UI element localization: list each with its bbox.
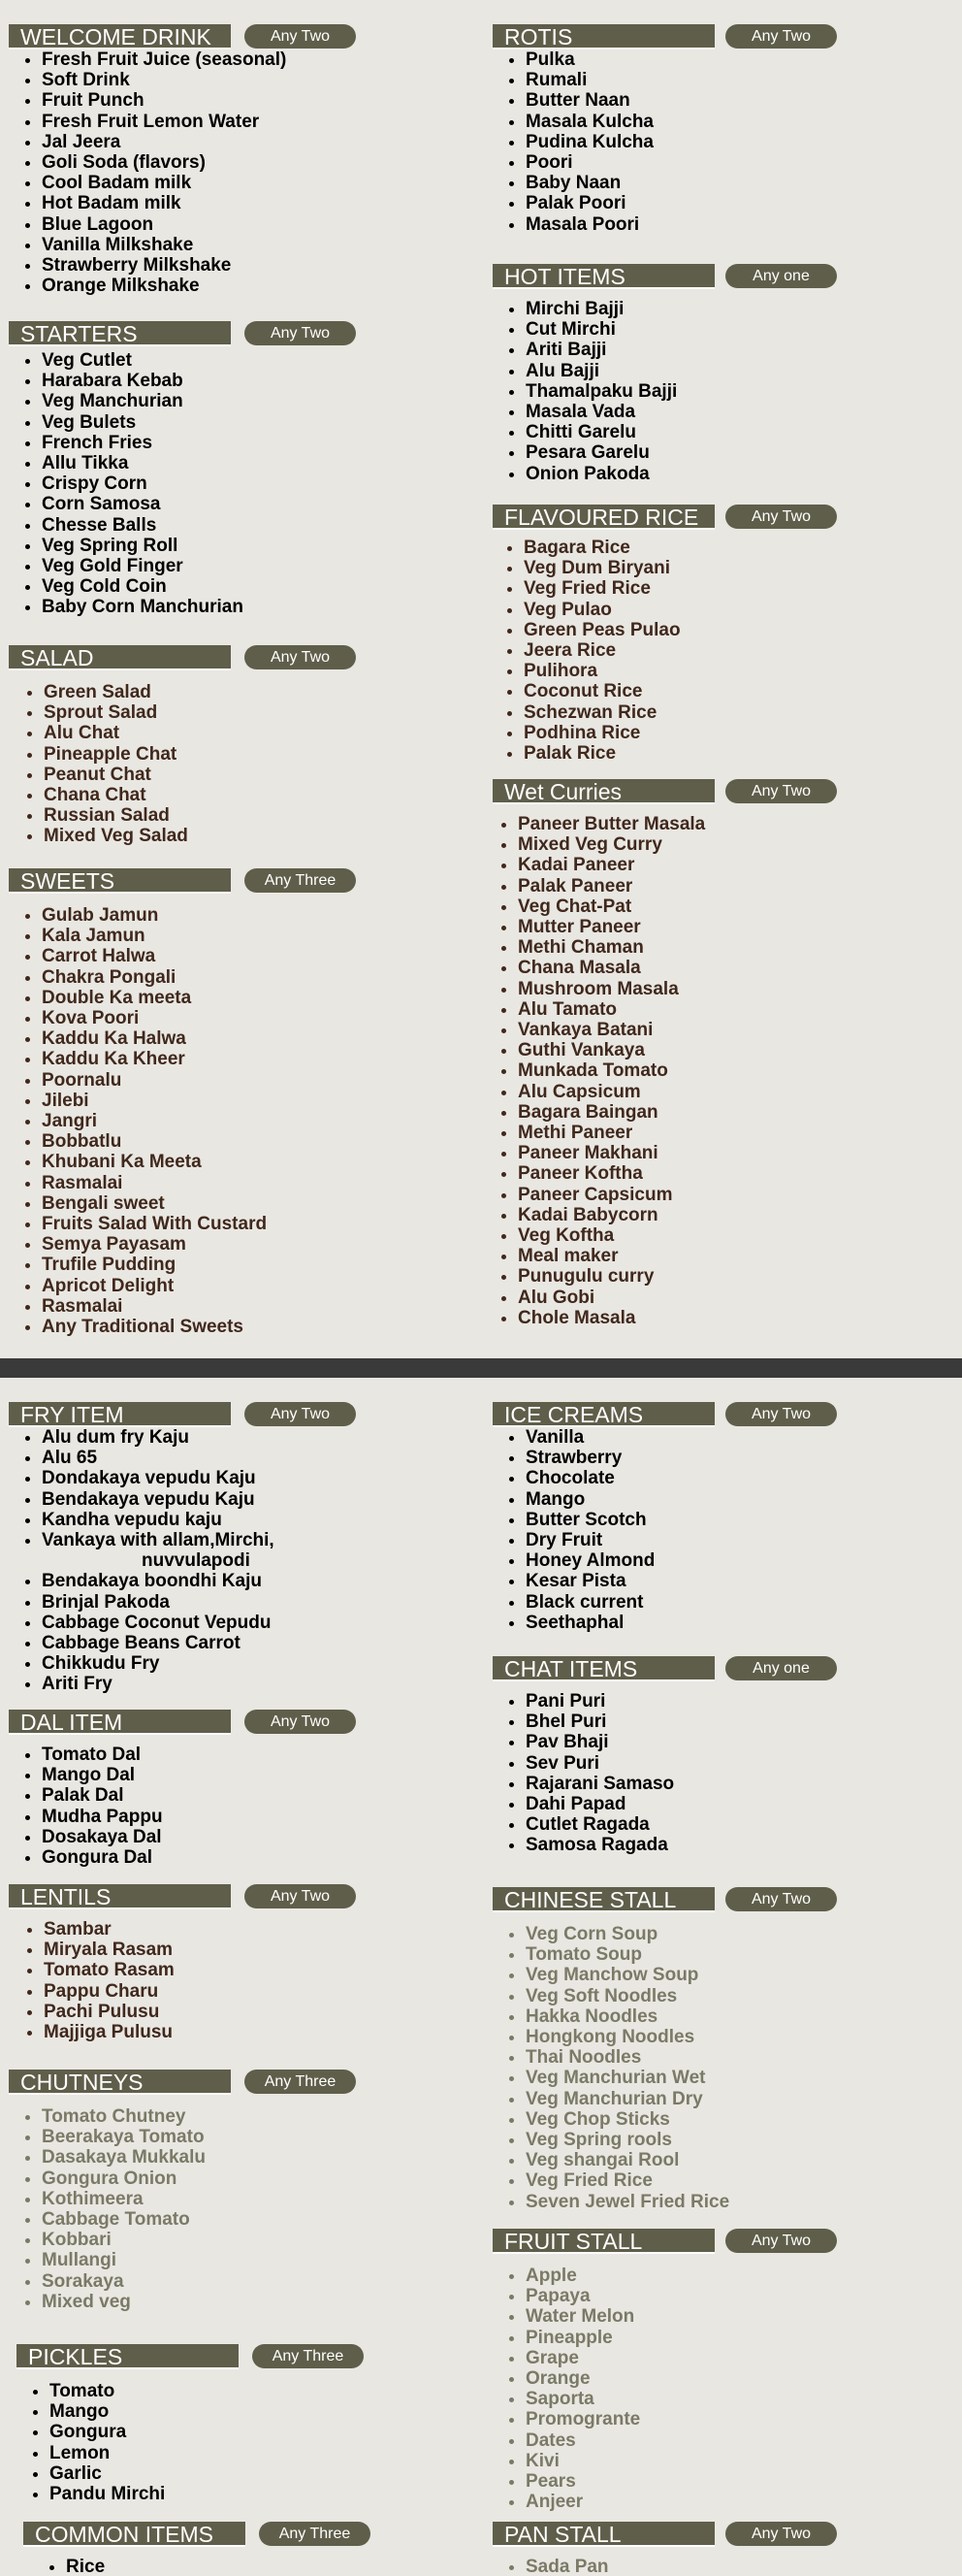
list-item: • Grape — [526, 2348, 842, 2368]
item-list — [9, 1745, 358, 1868]
list-item: • Chana Chat — [44, 785, 358, 805]
section-rotis — [493, 24, 842, 235]
choice-badge: Any Two — [725, 2229, 837, 2253]
list-item: • Bhel Puri — [526, 1712, 842, 1732]
list-item: • Veg Soft Noodles — [526, 1986, 842, 2006]
item-list — [9, 350, 358, 618]
list-item: • Corn Samosa — [42, 494, 358, 514]
list-item: • Brinjal Pakoda — [42, 1592, 358, 1613]
item-list — [493, 49, 842, 235]
list-item: • Veg Manchurian — [42, 391, 358, 411]
list-item: • Pulka — [526, 49, 842, 70]
list-item: • Kaddu Ka Kheer — [42, 1049, 358, 1069]
list-item: • Gulab Jamun — [42, 905, 358, 926]
section-hot-items — [493, 264, 842, 484]
list-item: • Tomato Dal — [42, 1745, 358, 1765]
list-item: • Schezwan Rice — [524, 702, 842, 723]
list-item: • Mixed Veg Curry — [518, 834, 842, 855]
section-flavoured-rice — [493, 505, 842, 764]
section-title: Wet Curries — [493, 779, 715, 804]
list-item: • Samosa Ragada — [526, 1835, 842, 1855]
choice-badge: Any Two — [725, 779, 837, 803]
list-item: • Thai Noodles — [526, 2047, 842, 2068]
list-item: • Semya Payasam — [42, 1234, 358, 1255]
choice-badge: Any Two — [244, 1402, 356, 1426]
section-title: SWEETS — [9, 868, 231, 894]
list-item: • Bobbatlu — [42, 1131, 358, 1152]
list-item: • Lemon — [49, 2443, 366, 2463]
section-title: ICE CREAMS — [493, 1402, 715, 1427]
list-item: • Chitti Garelu — [526, 422, 842, 442]
item-list — [23, 2557, 372, 2576]
section-title: LENTILS — [9, 1884, 231, 1909]
list-item: • Saporta — [526, 2389, 842, 2409]
section-wet-curries — [493, 779, 842, 1328]
item-list — [493, 299, 842, 484]
section-title: CHINESE STALL — [493, 1887, 715, 1912]
item-list — [493, 2557, 842, 2576]
section-chat-items — [493, 1656, 842, 1856]
list-item: • Gongura Dal — [42, 1847, 358, 1868]
list-item: • Kandha vepudu kaju — [42, 1510, 358, 1530]
list-item: • Apple — [526, 2266, 842, 2286]
section-chinese-stall — [493, 1887, 842, 2212]
list-item: • Goli Soda (flavors) — [42, 152, 358, 173]
list-item: • Dates — [526, 2430, 842, 2451]
list-item: • Strawberry Milkshake — [42, 255, 358, 276]
list-item: • Palak Poori — [526, 193, 842, 213]
list-item: • Kothimeera — [42, 2189, 358, 2209]
list-item: • Veg Koftha — [518, 1225, 842, 1246]
list-item: • French Fries — [42, 433, 358, 453]
list-item: • Hongkong Noodles — [526, 2027, 842, 2047]
list-item: • Onion Pakoda — [526, 464, 842, 484]
list-item: • Cabbage Coconut Vepudu — [42, 1613, 358, 1633]
list-item: • Punugulu curry — [518, 1266, 842, 1287]
list-item: • Rice — [66, 2557, 372, 2576]
list-item: • Mango — [49, 2401, 366, 2422]
list-item: • Veg Manchow Soup — [526, 1965, 842, 1985]
list-item: • Allu Tikka — [42, 453, 358, 473]
list-item: • Sorakaya — [42, 2271, 358, 2292]
list-item: • Dry Fruit — [526, 1530, 842, 1550]
list-item: • Tomato Rasam — [44, 1960, 358, 1980]
list-item: • Butter Naan — [526, 90, 842, 111]
item-list — [9, 905, 358, 1337]
list-item: • Bagara Baingan — [518, 1102, 842, 1123]
list-item: • Veg Spring Roll — [42, 536, 358, 556]
list-item: • Munkada Tomato — [518, 1060, 842, 1081]
item-list — [9, 1919, 358, 2042]
section-welcome-drink — [9, 24, 358, 296]
list-item: • Jal Jeera — [42, 132, 358, 152]
section-title: ROTIS — [493, 24, 715, 49]
list-item: • Tomato — [49, 2381, 366, 2401]
choice-badge: Any one — [725, 1656, 837, 1680]
list-item: • Khubani Ka Meeta — [42, 1152, 358, 1172]
section-salad — [9, 645, 358, 847]
list-item: • Cabbage Beans Carrot — [42, 1633, 358, 1653]
list-item: • Pappu Charu — [44, 1981, 358, 2002]
list-item: • Peanut Chat — [44, 765, 358, 785]
section-title: SALAD — [9, 645, 231, 670]
list-item: • Chana Masala — [518, 958, 842, 978]
list-item: • Chole Masala — [518, 1308, 842, 1328]
list-item: • Sprout Salad — [44, 702, 358, 723]
item-list — [493, 538, 842, 764]
list-item: • Veg Cold Coin — [42, 576, 358, 597]
list-item: • Butter Scotch — [526, 1510, 842, 1530]
list-item: • Thamalpaku Bajji — [526, 381, 842, 402]
list-item: • Alu Tamato — [518, 999, 842, 1020]
section-common-items — [23, 2522, 372, 2576]
list-item: • Paneer Koftha — [518, 1163, 842, 1184]
list-item: • Methi Paneer — [518, 1123, 842, 1143]
list-item: • Jangri — [42, 1111, 358, 1131]
list-item: • Papaya — [526, 2286, 842, 2306]
list-item: • Podhina Rice — [524, 723, 842, 743]
choice-badge: Any one — [725, 264, 837, 288]
list-item: • Water Melon — [526, 2306, 842, 2327]
list-item: • Poori — [526, 152, 842, 173]
list-item: • Alu Bajji — [526, 361, 842, 381]
list-item: • Pineapple — [526, 2328, 842, 2348]
item-list — [9, 2106, 358, 2312]
section-title: STARTERS — [9, 321, 231, 346]
section-title: PAN STALL — [493, 2522, 715, 2547]
list-item: • Gongura — [49, 2422, 366, 2442]
list-item: • Jeera Rice — [524, 640, 842, 661]
list-item: • Dasakaya Mukkalu — [42, 2147, 358, 2168]
list-item: • Trufile Pudding — [42, 1255, 358, 1275]
section-lentils — [9, 1884, 358, 2042]
list-item: • Cutlet Ragada — [526, 1814, 842, 1835]
list-item: • Carrot Halwa — [42, 946, 358, 966]
list-item: • Sev Puri — [526, 1753, 842, 1774]
section-title: CHAT ITEMS — [493, 1656, 715, 1681]
list-item: • Cabbage Tomato — [42, 2209, 358, 2230]
list-item: • Baby Corn Manchurian — [42, 597, 358, 617]
list-item: • Kova Poori — [42, 1008, 358, 1028]
item-list — [493, 2266, 842, 2512]
section-pickles — [16, 2344, 366, 2504]
list-item: • Sada Pan — [526, 2557, 842, 2576]
list-item: • Blue Lagoon — [42, 214, 358, 235]
list-item: • Promogrante — [526, 2409, 842, 2429]
list-item: • Fresh Fruit Juice (seasonal) — [42, 49, 358, 70]
list-item: • Veg Fried Rice — [524, 578, 842, 599]
list-item: • Beerakaya Tomato — [42, 2127, 358, 2147]
list-item: • Veg Spring rools — [526, 2130, 842, 2150]
list-item: • Fruits Salad With Custard — [42, 1214, 358, 1234]
list-item: • Palak Paneer — [518, 876, 842, 897]
section-sweets — [9, 868, 358, 1337]
choice-badge: Any Two — [725, 1887, 837, 1911]
list-item: • Apricot Delight — [42, 1276, 358, 1296]
section-title: FRY ITEM — [9, 1402, 231, 1427]
list-item: • Veg Fried Rice — [526, 2170, 842, 2191]
list-item: • Dahi Papad — [526, 1794, 842, 1814]
choice-badge: Any Two — [725, 505, 837, 529]
section-title: DAL ITEM — [9, 1710, 231, 1735]
section-fruit-stall — [493, 2229, 842, 2512]
list-item: • Bendakaya boondhi Kaju — [42, 1571, 358, 1591]
list-item: • Orange Milkshake — [42, 276, 358, 296]
section-title: FLAVOURED RICE — [493, 505, 715, 530]
list-item: • Guthi Vankaya — [518, 1040, 842, 1060]
list-item: • Anjeer — [526, 2492, 842, 2512]
list-item: • Dosakaya Dal — [42, 1827, 358, 1847]
item-list — [493, 1924, 842, 2212]
list-item: • Mushroom Masala — [518, 979, 842, 999]
choice-badge: Any Two — [725, 1402, 837, 1426]
choice-badge: Any Three — [244, 868, 356, 893]
list-item: • Mixed veg — [42, 2292, 358, 2312]
section-chutneys — [9, 2070, 358, 2312]
section-pan-stall — [493, 2522, 842, 2576]
list-item: • Veg Manchurian Wet — [526, 2068, 842, 2088]
list-item: • Sambar — [44, 1919, 358, 1940]
section-fry-item — [9, 1402, 358, 1695]
list-item: • Alu Gobi — [518, 1288, 842, 1308]
list-item: • Fresh Fruit Lemon Water — [42, 112, 358, 132]
list-item: • Masala Kulcha — [526, 112, 842, 132]
list-item: • Veg Chop Sticks — [526, 2109, 842, 2130]
list-item: • Masala Vada — [526, 402, 842, 422]
list-item: • Chesse Balls — [42, 515, 358, 536]
item-text-continued: nuvvulapodi — [142, 1550, 250, 1572]
choice-badge: Any Three — [252, 2344, 364, 2368]
list-item: • Orange — [526, 2368, 842, 2389]
list-item: • Paneer Makhani — [518, 1143, 842, 1163]
list-item: • Cut Mirchi — [526, 319, 842, 340]
list-item: • Seven Jewel Fried Rice — [526, 2192, 842, 2212]
list-item — [42, 1530, 358, 1571]
section-title: CHUTNEYS — [9, 2070, 231, 2095]
list-item: • Garlic — [49, 2463, 366, 2484]
list-item: • Pears — [526, 2471, 842, 2492]
list-item: • Vanilla Milkshake — [42, 235, 358, 255]
list-item: • Hot Badam milk — [42, 193, 358, 213]
list-item: • Rumali — [526, 70, 842, 90]
list-item: • Kadai Babycorn — [518, 1205, 842, 1225]
list-item: • Vanilla — [526, 1427, 842, 1448]
item-list — [9, 682, 358, 847]
list-item: • Paneer Capsicum — [518, 1185, 842, 1205]
list-item: • Mango — [526, 1489, 842, 1510]
list-item: • Alu Chat — [44, 723, 358, 743]
choice-badge: Any Two — [244, 321, 356, 345]
list-item: • Chocolate — [526, 1468, 842, 1488]
list-item: • Jilebi — [42, 1091, 358, 1111]
choice-badge: Any Three — [259, 2522, 370, 2546]
list-item: • Hakka Noodles — [526, 2006, 842, 2027]
list-item: • Veg Pulao — [524, 600, 842, 620]
choice-badge: Any Two — [725, 24, 837, 49]
section-dal-item — [9, 1710, 358, 1868]
list-item: • Methi Chaman — [518, 937, 842, 958]
list-item: • Miryala Rasam — [44, 1940, 358, 1960]
list-item: • Coconut Rice — [524, 681, 842, 701]
list-item: • Tomato Soup — [526, 1944, 842, 1965]
list-item: • Veg Manchurian Dry — [526, 2089, 842, 2109]
menu-page-2 — [0, 1378, 962, 2576]
list-item: • Kala Jamun — [42, 926, 358, 946]
list-item: • Pulihora — [524, 661, 842, 681]
list-item: • Rajarani Samaso — [526, 1774, 842, 1794]
list-item: • Mango Dal — [42, 1765, 358, 1785]
list-item: • Dondakaya vepudu Kaju — [42, 1468, 358, 1488]
section-title: FRUIT STALL — [493, 2229, 715, 2254]
list-item: • Green Salad — [44, 682, 358, 702]
list-item: • Bagara Rice — [524, 538, 842, 558]
list-item: • Tomato Chutney — [42, 2106, 358, 2127]
list-item: • Pudina Kulcha — [526, 132, 842, 152]
list-item: • Vankaya Batani — [518, 1020, 842, 1040]
list-item: • Pav Bhaji — [526, 1732, 842, 1752]
list-item: • Chikkudu Fry — [42, 1653, 358, 1674]
section-title: HOT ITEMS — [493, 264, 715, 289]
list-item: • Pandu Mirchi — [49, 2484, 366, 2504]
choice-badge: Any Two — [244, 24, 356, 49]
list-item: • Veg Gold Finger — [42, 556, 358, 576]
choice-badge: Any Two — [725, 2522, 837, 2546]
list-item: • Strawberry — [526, 1448, 842, 1468]
list-item: • Green Peas Pulao — [524, 620, 842, 640]
list-item: • Masala Poori — [526, 214, 842, 235]
item-list — [9, 49, 358, 296]
list-item: • Veg Dum Biryani — [524, 558, 842, 578]
list-item: • Bendakaya vepudu Kaju — [42, 1489, 358, 1510]
list-item: • Pesara Garelu — [526, 442, 842, 463]
section-title: WELCOME DRINK — [9, 24, 231, 49]
item-list — [9, 1427, 358, 1695]
list-item: • Mirchi Bajji — [526, 299, 842, 319]
list-item: • Kadai Paneer — [518, 855, 842, 875]
list-item: • Chakra Pongali — [42, 967, 358, 988]
list-item: • Veg Cutlet — [42, 350, 358, 371]
list-item: • Rasmalai — [42, 1173, 358, 1193]
list-item: • Meal maker — [518, 1246, 842, 1266]
item-list — [16, 2381, 366, 2504]
item-list — [493, 1691, 842, 1856]
list-item: • Alu dum fry Kaju — [42, 1427, 358, 1448]
list-item: • Bengali sweet — [42, 1193, 358, 1214]
choice-badge: Any Three — [244, 2070, 356, 2094]
choice-badge: Any Two — [244, 645, 356, 669]
list-item: • Honey Almond — [526, 1550, 842, 1571]
list-item: • Mutter Paneer — [518, 917, 842, 937]
item-list — [493, 814, 842, 1328]
page-separator — [0, 1358, 962, 1378]
list-item: • Alu Capsicum — [518, 1082, 842, 1102]
list-item: • Palak Dal — [42, 1785, 358, 1806]
list-item: • Palak Rice — [524, 743, 842, 764]
list-item: • Mixed Veg Salad — [44, 826, 358, 846]
list-item: • Harabara Kebab — [42, 371, 358, 391]
list-item: • Black current — [526, 1592, 842, 1613]
list-item: • Poornalu — [42, 1070, 358, 1091]
list-item: • Alu 65 — [42, 1448, 358, 1468]
list-item: • Veg Corn Soup — [526, 1924, 842, 1944]
item-list — [493, 1427, 842, 1633]
list-item: • Seethaphal — [526, 1613, 842, 1633]
list-item: • Kobbari — [42, 2230, 358, 2250]
list-item: • Mudha Pappu — [42, 1807, 358, 1827]
list-item: • Kesar Pista — [526, 1571, 842, 1591]
choice-badge: Any Two — [244, 1884, 356, 1908]
list-item: • Cool Badam milk — [42, 173, 358, 193]
list-item: • Russian Salad — [44, 805, 358, 826]
list-item: • Double Ka meeta — [42, 988, 358, 1008]
list-item: • Ariti Bajji — [526, 340, 842, 360]
list-item: • Rasmalai — [42, 1296, 358, 1317]
item-text: Vankaya with allam,Mirchi, — [42, 1530, 274, 1551]
list-item: • Veg Bulets — [42, 412, 358, 433]
list-item: • Crispy Corn — [42, 473, 358, 494]
list-item: • Kivi — [526, 2451, 842, 2471]
list-item: • Any Traditional Sweets — [42, 1317, 358, 1337]
list-item: • Pachi Pulusu — [44, 2002, 358, 2022]
section-ice-creams — [493, 1402, 842, 1633]
list-item: • Ariti Fry — [42, 1674, 358, 1694]
list-item: • Soft Drink — [42, 70, 358, 90]
list-item: • Mullangi — [42, 2250, 358, 2270]
list-item: • Baby Naan — [526, 173, 842, 193]
section-starters — [9, 321, 358, 618]
section-title: PICKLES — [16, 2344, 239, 2369]
list-item: • Fruit Punch — [42, 90, 358, 111]
list-item: • Paneer Butter Masala — [518, 814, 842, 834]
list-item: • Veg Chat-Pat — [518, 897, 842, 917]
list-item: • Gongura Onion — [42, 2168, 358, 2189]
list-item: • Pani Puri — [526, 1691, 842, 1712]
list-item: • Veg shangai Rool — [526, 2150, 842, 2170]
section-title: COMMON ITEMS — [23, 2522, 245, 2547]
list-item: • Majjiga Pulusu — [44, 2022, 358, 2042]
list-item: • Kaddu Ka Halwa — [42, 1028, 358, 1049]
list-item: • Pineapple Chat — [44, 744, 358, 765]
choice-badge: Any Two — [244, 1710, 356, 1734]
